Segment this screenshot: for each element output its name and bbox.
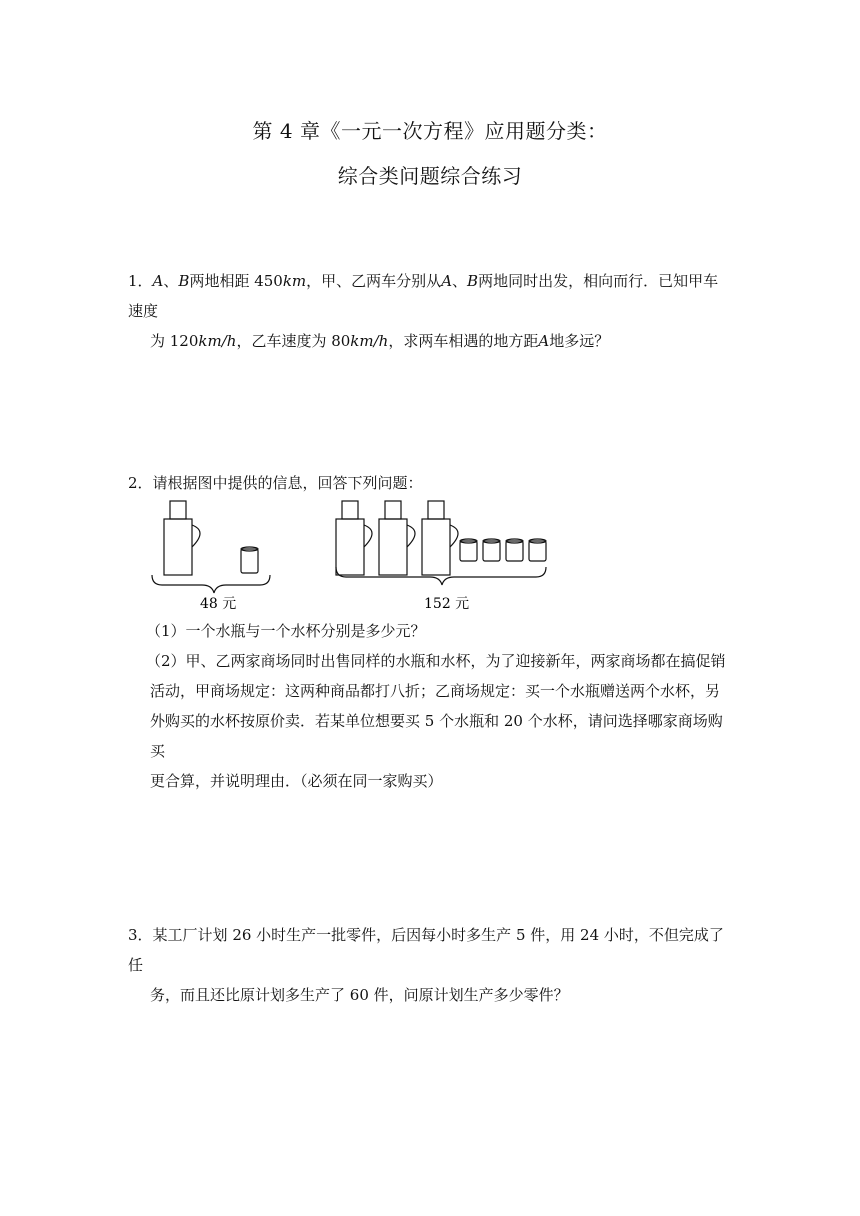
part-2-line: （2）甲、乙两家商场同时出售同样的水瓶和水杯，为了迎接新年，两家商场都在搞促销 [146, 652, 726, 670]
part-2-line: 更合算，并说明理由．（必须在同一家购买） [150, 772, 443, 790]
var-A: A [538, 332, 550, 350]
var-B: B [178, 272, 190, 290]
bottles-cups-figure [140, 495, 560, 615]
bottle-icon [336, 501, 372, 575]
var-A: A [441, 272, 453, 290]
left-brace [152, 575, 270, 593]
question-number: 1． [128, 272, 153, 290]
unit-kmh: km/h [350, 332, 389, 350]
text-seg: 、 [163, 272, 179, 290]
question-2-part-2 [146, 646, 736, 796]
part-2-line: 活动，甲商场规定：这两种商品都打八折；乙商场规定：买一个水瓶赠送两个水杯，另 [150, 682, 721, 700]
bottle-icon [379, 501, 415, 575]
cup-icon [483, 539, 500, 561]
question-number: 3． [128, 926, 153, 944]
text-seg: 地多远？ [549, 332, 610, 350]
var-B: B [467, 272, 479, 290]
text-seg: 两地相距 450 [189, 272, 283, 290]
var-A: A [152, 272, 164, 290]
cup-icon [241, 547, 258, 573]
question-2-part-1: （1）一个水瓶与一个水杯分别是多少元？ [146, 622, 426, 640]
left-price-label: 48 元 [200, 596, 237, 612]
bottle-icon [164, 501, 200, 575]
cup-icon [460, 539, 477, 561]
question-3 [128, 920, 733, 1010]
page-title: 第 4 章《一元一次方程》应用题分类： [252, 119, 608, 143]
cup-icon [506, 539, 523, 561]
question-3-line1: 某工厂计划 26 小时生产一批零件，后因每小时多生产 5 件，用 24 小时，不但完成了任 [128, 926, 724, 974]
question-number: 2． [128, 474, 153, 492]
cup-icon [529, 539, 546, 561]
unit-km: km [282, 272, 307, 290]
text-seg: ，求两车相遇的地方距 [388, 332, 539, 350]
question-1-line2 [128, 326, 733, 356]
part-2-line: 外购买的水杯按原价卖．若某单位想要买 5 个水瓶和 20 个水杯，请问选择哪家商场购买 [150, 712, 723, 760]
text-seg: 为 120 [150, 332, 199, 350]
right-brace [336, 567, 546, 585]
question-2-stem: 请根据图中提供的信息，回答下列问题： [152, 474, 423, 492]
question-2 [128, 468, 733, 498]
question-1 [128, 266, 733, 356]
text-seg: 、 [452, 272, 468, 290]
page-subtitle: 综合类问题综合练习 [337, 164, 523, 188]
question-3-line2: 务，而且还比原计划多生产了 60 件，问原计划生产多少零件？ [150, 986, 569, 1004]
unit-kmh: km/h [198, 332, 237, 350]
text-seg: ，乙车速度为 80 [236, 332, 351, 350]
text-seg: 两地同时出发，相向而行．已知甲车速度 [128, 272, 719, 320]
text-seg: ，甲、乙两车分别从 [306, 272, 442, 290]
right-price-label: 152 元 [424, 596, 470, 612]
bottle-icon [422, 501, 458, 575]
